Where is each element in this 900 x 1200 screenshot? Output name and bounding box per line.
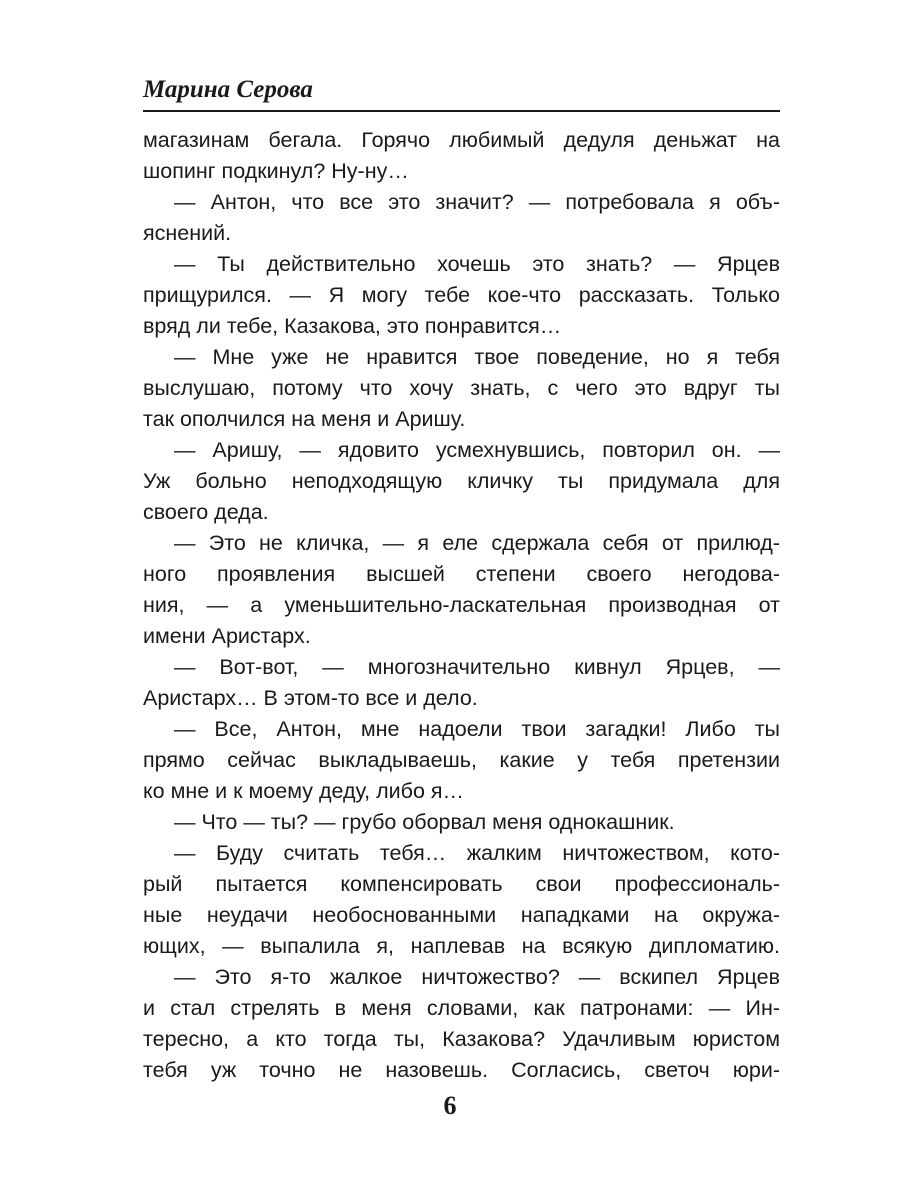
text-line: шопинг подкинул? Ну-ну… bbox=[143, 159, 409, 183]
text-line: — Вот-вот, — многозначительно кивнул Ярцев, — bbox=[174, 655, 780, 679]
text-line: и стал стрелять в меня словами, как патронами: — Ин- bbox=[143, 996, 780, 1020]
text-line: ния, — а уменьшительно-ласкательная производная от bbox=[143, 593, 780, 617]
text-line: магазинам бегала. Горячо любимый дедуля деньжат на bbox=[143, 128, 780, 152]
text-line: имени Аристарх. bbox=[143, 624, 311, 648]
text-line: — Ты действительно хочешь это знать? — Ярцев bbox=[174, 252, 780, 276]
text-line: — Аришу, — ядовито усмехнувшись, повторил он. — bbox=[174, 438, 780, 462]
header-rule bbox=[143, 110, 780, 112]
text-line: тересно, а кто тогда ты, Казакова? Удачливым юристом bbox=[143, 1027, 780, 1051]
text-line: — Мне уже не нравится твое поведение, но я тебя bbox=[174, 345, 780, 369]
text-line: вряд ли тебе, Казакова, это понравится… bbox=[143, 314, 562, 338]
text-line: — Что — ты? — грубо оборвал меня однокашник. bbox=[174, 810, 675, 834]
text-line: своего деда. bbox=[143, 500, 269, 524]
text-line: ные неудачи необоснованными нападками на окружа- bbox=[143, 903, 780, 927]
text-line: Аристарх… В этом-то все и дело. bbox=[143, 686, 478, 710]
text-line: ного проявления высшей степени своего негодова- bbox=[143, 562, 780, 586]
text-line: тебя уж точно не назовешь. Согласись, светоч юри- bbox=[143, 1058, 780, 1082]
text-line: — Это не кличка, — я еле сдержала себя от прилюд- bbox=[174, 531, 780, 555]
text-line: — Это я-то жалкое ничтожество? — вскипел Ярцев bbox=[174, 965, 780, 989]
text-line: прищурился. — Я могу тебе кое-что рассказать. Только bbox=[143, 283, 780, 307]
text-line: так ополчился на меня и Аришу. bbox=[143, 407, 466, 431]
text-line: выслушаю, потому что хочу знать, с чего это вдруг ты bbox=[143, 376, 780, 400]
page-text bbox=[143, 125, 780, 1086]
page-number: 6 bbox=[443, 1091, 457, 1120]
text-line: прямо сейчас выкладываешь, какие у тебя претензии bbox=[143, 748, 780, 772]
text-line: яснений. bbox=[143, 221, 232, 245]
text-line: рый пытается компенсировать свои профессиональ- bbox=[143, 872, 780, 896]
text-line: Уж больно неподходящую кличку ты придумала для bbox=[143, 469, 780, 493]
text-line: — Антон, что все это значит? — потребовала я объ- bbox=[174, 190, 780, 214]
text-line: — Буду считать тебя… жалким ничтожеством, кото- bbox=[174, 841, 780, 865]
text-line: — Все, Антон, мне надоели твои загадки! Либо ты bbox=[174, 717, 780, 741]
text-line: ко мне и к моему деду, либо я… bbox=[143, 779, 465, 803]
text-line: ющих, — выпалила я, наплевав на всякую дипломатию. bbox=[143, 934, 780, 958]
running-head: Марина Серова bbox=[143, 76, 313, 103]
